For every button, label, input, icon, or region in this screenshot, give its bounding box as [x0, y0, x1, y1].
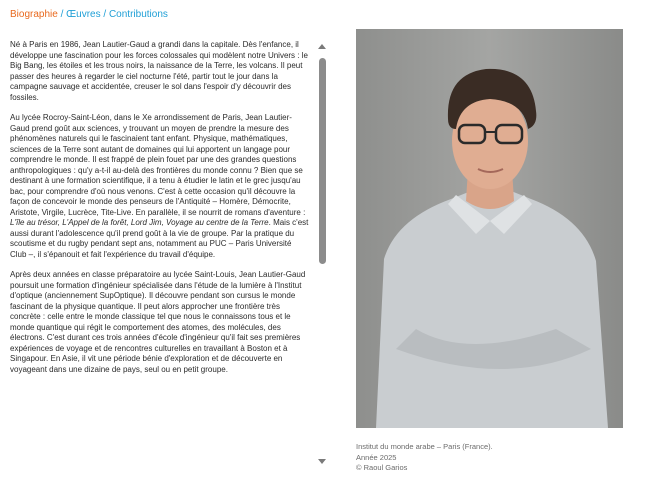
biography-paragraph: Au lycée Rocroy-Saint-Léon, dans le Xe arrondissement de Paris, Jean Lautier-Gaud prend goût aux sciences, y trouvant un moyen de prendre la mesure des phénomènes naturels qui le fascinaient tant enfant. Physique, mathématiques, sciences de la Terre sont autant de domaines qui lui apportent un langage pour comprendre le monde. Il est frappé de plein fouet par une des grandes questions anthropologiques : qu'y a-t-il au-delà des frontières du monde connu ? Bien que se destinant à une formation scientifique, il a tenu à étudier le latin et le grec jusqu'au bac, pour comprendre d'où nous venons. C'est à cette occasion qu'il découvre la façon de concevoir le monde des penseurs de l'Antiquité – Homère, Démocrite, Aristote, Virgile, Lucrèce, Tite-Live. En parallèle, il se nourrit de romans d'aventure : L'île au trésor, L'Appel de la forêt, Lord Jim, Voyage au centre de la Terre. Mais c'est aussi durant l'adolescence qu'il prend goût à la vie de groupe. Par la pratique du scoutisme et du rugby pendant sept ans, notamment au PUC – Paris Université Club –, il s'épanouit et fait l'expérience du travail d'équipe.: [10, 113, 309, 259]
scroll-up-arrow-icon[interactable]: [318, 44, 326, 49]
photo-caption: [356, 442, 493, 474]
portrait-photo: [356, 29, 623, 428]
caption-year: Année 2025: [356, 452, 397, 462]
tab-contributions[interactable]: Contributions: [108, 9, 168, 20]
caption-location: Institut du monde arabe – Paris (France).: [356, 442, 493, 451]
breadcrumb-tabs: [10, 9, 168, 20]
text-scrollbar[interactable]: [315, 40, 329, 470]
biography-text-panel[interactable]: [10, 40, 310, 470]
tab-separator: /: [103, 9, 107, 20]
biography-paragraph: Né à Paris en 1986, Jean Lautier-Gaud a grandi dans la capitale. Dès l'enfance, il développe une fascination pour les forces colossales qui modèlent notre Univers : le Big Bang, les étoiles et les trous noirs, la naissance de la Terre, les volcans. Il peut passer des heures à regarder le ciel nocturne l'été, partir tout le jour dans la campagne sauvage et accidentée, creuser le sol dans l'espoir d'y découvrir des fossiles.: [10, 40, 308, 102]
biography-paragraph: Après deux années en classe préparatoire au lycée Saint-Louis, Jean Lautier-Gaud poursuit une formation d'ingénieur spécialisée dans l'étude de la lumière à l'Institut d'optique (anciennement SupOptique). Il découvre pendant son cursus le monde fascinant de la physique quantique. Il peut alors approcher une frontière très concrète : celle entre le monde classique tel que nous le connaissons tous et le monde quantique qui régit le comportement des atomes, des molécules, des électrons. C'est durant ces trois années d'école d'ingénieur qu'il fait ses premières expériences de voyage et de rencontres culturelles en travaillant à Boston et à Singapour. En Asie, il vit une période bénie d'exploration et de découverte en voyageant dans une dizaine de pays, seul ou en petit groupe.: [10, 270, 306, 374]
scroll-down-arrow-icon[interactable]: [318, 459, 326, 464]
scroll-thumb[interactable]: [319, 58, 326, 264]
scroll-track[interactable]: [319, 56, 326, 456]
tab-oeuvres[interactable]: Œuvres: [66, 9, 101, 20]
portrait-illustration: [356, 29, 623, 428]
novel-titles: L'île au trésor, L'Appel de la forêt, Lord Jim, Voyage au centre de la Terre: [10, 218, 269, 227]
tab-biographie[interactable]: Biographie: [10, 9, 58, 20]
tab-separator: /: [60, 9, 64, 20]
caption-credit: © Raoul Garios: [356, 463, 408, 472]
